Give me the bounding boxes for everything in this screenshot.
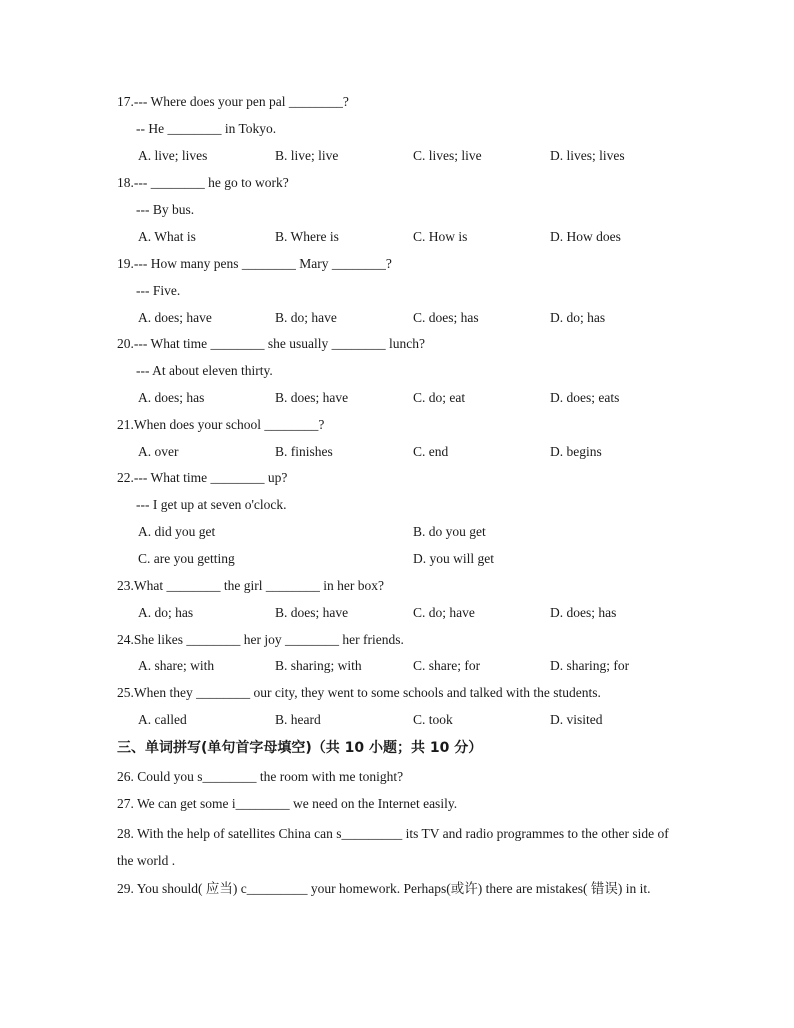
option-c: C. does; has (413, 310, 479, 325)
option-c: C. are you getting (138, 551, 235, 566)
question-17-stem: 17.--- Where does your pen pal ________? (117, 94, 349, 109)
question-23-options (136, 602, 696, 624)
question-18-options (136, 226, 696, 248)
option-a: A. does; has (138, 390, 205, 405)
option-d: D. does; has (550, 605, 617, 620)
option-a: A. What is (138, 229, 196, 244)
question-22-options-row2 (136, 548, 696, 570)
question-25-stem: 25.When they ________ our city, they went to some schools and talked with the students. (117, 685, 601, 700)
question-27: 27. We can get some i________ we need on the Internet easily. (117, 796, 458, 811)
question-29: 29. You should( 应当) c_________ your homework. Perhaps(或许) there are mistakes( 错误) in it. (117, 881, 651, 896)
question-24-stem: 24.She likes ________ her joy ________ her friends. (117, 632, 404, 647)
question-21-options (136, 441, 696, 463)
option-d: D. sharing; for (550, 658, 630, 673)
option-b: B. Where is (275, 229, 339, 244)
option-d: D. you will get (413, 551, 494, 566)
section-3-heading: 三、单词拼写(单句首字母填空)（共 10 小题；共 10 分） (117, 740, 483, 756)
option-c: C. do; have (413, 605, 475, 620)
option-d: D. lives; lives (550, 148, 625, 163)
question-28: 28. With the help of satellites China can s_________ its TV and radio programmes to the other side of the world . (117, 826, 669, 868)
option-d: D. does; eats (550, 390, 620, 405)
option-a: A. does; have (138, 310, 212, 325)
option-a: A. do; has (138, 605, 194, 620)
option-a: A. live; lives (138, 148, 208, 163)
question-20-answer: --- At about eleven thirty. (136, 363, 273, 378)
option-a: A. over (138, 444, 179, 459)
option-b: B. does; have (275, 390, 349, 405)
option-a: A. called (138, 712, 187, 727)
option-b: B. do you get (413, 524, 486, 539)
question-18-stem: 18.--- ________ he go to work? (117, 175, 289, 190)
question-21-stem: 21.When does your school ________? (117, 417, 325, 432)
question-22-stem: 22.--- What time ________ up? (117, 470, 288, 485)
option-c: C. end (413, 444, 449, 459)
option-d: D. begins (550, 444, 602, 459)
question-17-answer: -- He ________ in Tokyo. (136, 121, 277, 136)
option-b: B. heard (275, 712, 321, 727)
option-b: B. live; live (275, 148, 339, 163)
question-26: 26. Could you s________ the room with me tonight? (117, 769, 404, 784)
question-20-options (136, 387, 696, 409)
option-b: B. does; have (275, 605, 349, 620)
question-17-options (136, 145, 696, 167)
question-18-answer: --- By bus. (136, 202, 195, 217)
option-b: B. finishes (275, 444, 333, 459)
question-19-answer: --- Five. (136, 283, 181, 298)
question-19-options (136, 307, 696, 329)
question-22-answer: --- I get up at seven o'clock. (136, 497, 287, 512)
option-d: D. do; has (550, 310, 606, 325)
option-c: C. took (413, 712, 453, 727)
question-20-stem: 20.--- What time ________ she usually ________ lunch? (117, 336, 425, 351)
option-a: A. share; with (138, 658, 215, 673)
option-c: C. lives; live (413, 148, 482, 163)
question-22-options-row1 (136, 521, 696, 543)
question-23-stem: 23.What ________ the girl ________ in her box? (117, 578, 384, 593)
option-b: B. sharing; with (275, 658, 362, 673)
option-a: A. did you get (138, 524, 216, 539)
question-25-options (136, 709, 696, 731)
question-19-stem: 19.--- How many pens ________ Mary ________? (117, 256, 392, 271)
question-24-options (136, 655, 696, 677)
option-c: C. share; for (413, 658, 481, 673)
option-d: D. How does (550, 229, 621, 244)
option-d: D. visited (550, 712, 603, 727)
option-c: C. do; eat (413, 390, 466, 405)
option-c: C. How is (413, 229, 468, 244)
option-b: B. do; have (275, 310, 337, 325)
